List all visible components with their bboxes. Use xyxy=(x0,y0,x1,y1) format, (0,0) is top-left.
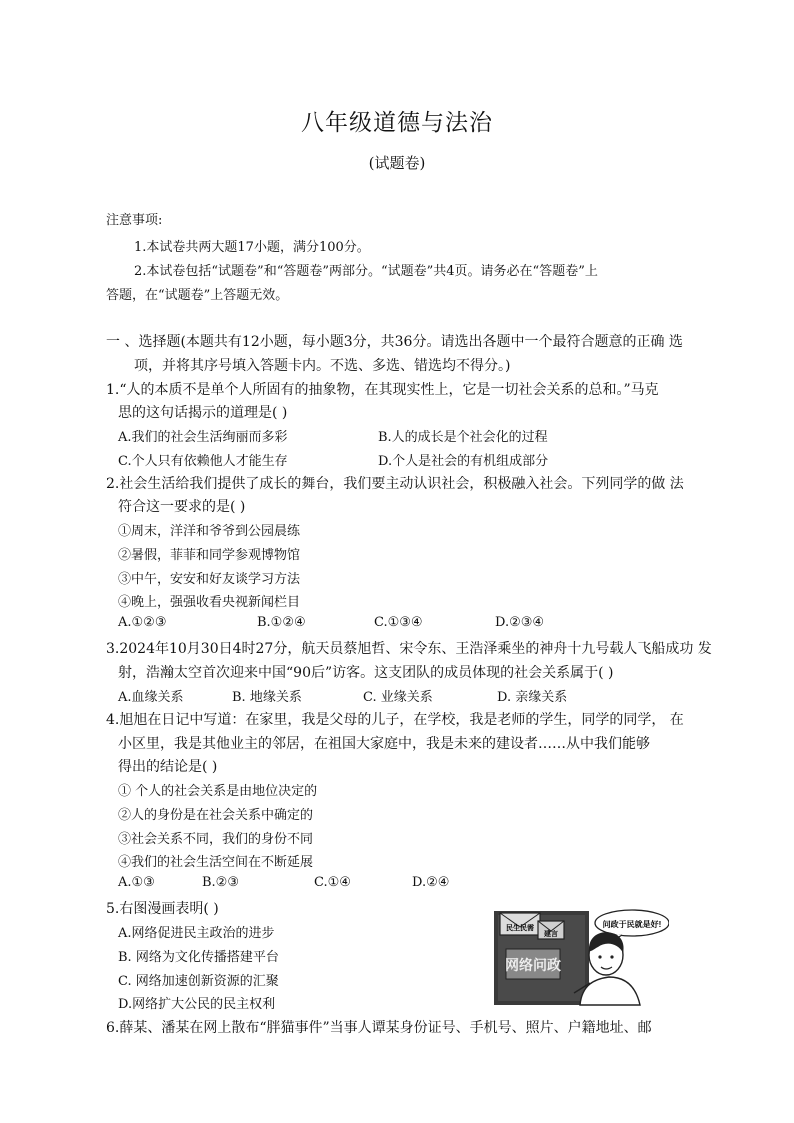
q3-option-b: B. 地缘关系 xyxy=(232,690,302,705)
svg-text:问政于民就是好!: 问政于民就是好! xyxy=(602,920,662,929)
q2-statement-4: ④晚上，强强收看央视新闻栏目 xyxy=(118,595,301,610)
q4-statement-3: ③社会关系不同，我们的身份不同 xyxy=(118,832,314,847)
q2-option-d: D.②③④ xyxy=(495,615,545,630)
q6-stem-line1: 6.薛某、潘某在网上散布“胖猫事件”当事人谭某身份证号、手机号、照片、户籍地址、邮 xyxy=(106,1020,652,1036)
q4-stem-line2: 小区里，我是其他业主的邻居，在祖国大家庭中，我是未来的建设者……从中我们能够 xyxy=(118,736,650,752)
q3-option-d: D. 亲缘关系 xyxy=(497,690,568,705)
q2-option-b: B.①②④ xyxy=(257,615,306,630)
envelope-1 xyxy=(500,913,540,935)
section-heading-line1: 一 、选择题(本题共有12小题，每小题3分，共36分。请选出各题中一个最符合题意的正确 选 xyxy=(106,334,683,350)
q4-stem-line1: 4.旭旭在日记中写道：在家里，我是父母的儿子，在学校，我是老师的学生，同学的同学， 在 xyxy=(106,712,684,728)
notice-item-3: 答题，在“试题卷”上答题无效。 xyxy=(106,288,289,303)
q5-stem-line1: 5.右图漫画表明( ) xyxy=(106,901,219,917)
q1-option-d: D.个人是社会的有机组成部分 xyxy=(378,454,549,469)
svg-text:建言: 建言 xyxy=(544,931,558,938)
q5-option-b: B. 网络为文化传播搭建平台 xyxy=(118,950,279,965)
q5-option-c: C. 网络加速创新资源的汇聚 xyxy=(118,974,279,989)
q5-option-a: A.网络促进民主政治的进步 xyxy=(118,926,275,941)
q4-statement-4: ④我们的社会生活空间在不断延展 xyxy=(118,855,314,870)
q4-option-b: B.②③ xyxy=(202,875,239,890)
q3-stem-line2: 射，浩瀚太空首次迎来中国“90后”访客。这支团队的成员体现的社会关系属于( ) xyxy=(118,665,614,681)
q2-option-c: C.①③④ xyxy=(374,615,423,630)
q2-stem-line2: 符合这一要求的是( ) xyxy=(118,499,246,515)
page-subtitle: (试题卷) xyxy=(368,154,426,172)
q4-option-a: A.①③ xyxy=(118,875,155,890)
q1-stem-line2: 思的这句话揭示的道理是( ) xyxy=(118,405,288,421)
q1-option-b: B.人的成长是个社会化的过程 xyxy=(378,430,548,445)
q4-option-c: C.①④ xyxy=(314,875,351,890)
q1-option-a: A.我们的社会生活绚丽而多彩 xyxy=(118,430,288,445)
q1-stem-line1: 1.“人的本质不是单个人所固有的抽象物，在其现实性上，它是一切社会关系的总和。”马克 xyxy=(106,382,659,398)
q2-statement-3: ③中午，安安和好友谈学习方法 xyxy=(118,572,301,587)
q2-stem-line1: 2.社会生活给我们提供了成长的舞台，我们要主动认识社会，积极融入社会。下列同学的做 法 xyxy=(106,476,684,492)
section-heading-line2: 项，并将其序号填入答题卡内。不选、多选、错选均不得分。) xyxy=(134,358,511,374)
q5-option-d: D.网络扩大公民的民主权利 xyxy=(118,997,276,1012)
q4-stem-line3: 得出的结论是( ) xyxy=(118,759,218,775)
notice-item-2: 2.本试卷包括“试题卷”和“答题卷”两部分。“试题卷”共4页。请务必在“答题卷”上 xyxy=(134,264,598,279)
q2-option-a: A.①②③ xyxy=(118,615,167,630)
envelope-2 xyxy=(538,921,564,939)
banner-text: 网络问政 xyxy=(505,958,561,974)
svg-text:民生民需: 民生民需 xyxy=(506,925,534,932)
q3-option-c: C. 业缘关系 xyxy=(363,690,433,705)
page-title: 八年级道德与法治 xyxy=(301,110,493,136)
q2-statement-2: ②暑假，菲菲和同学参观博物馆 xyxy=(118,548,301,563)
notice-heading: 注意事项: xyxy=(106,213,163,228)
q4-statement-2: ②人的身份是在社会关系中确定的 xyxy=(118,808,314,823)
notice-item-1: 1.本试卷共两大题17小题，满分100分。 xyxy=(134,240,370,255)
q1-option-c: C.个人只有依赖他人才能生存 xyxy=(118,454,288,469)
q3-stem-line1: 3.2024年10月30日4时27分，航天员蔡旭哲、宋令东、王浩泽乘坐的神舟十九号载人飞船成功 发 xyxy=(106,641,712,657)
q4-option-d: D.②④ xyxy=(412,875,450,890)
q4-statement-1: ① 个人的社会关系是由地位决定的 xyxy=(118,784,318,799)
q2-statement-1: ①周末，洋洋和爷爷到公园晨练 xyxy=(118,524,301,539)
q3-option-a: A.血缘关系 xyxy=(118,690,184,705)
cartoon-illustration xyxy=(494,897,669,1007)
